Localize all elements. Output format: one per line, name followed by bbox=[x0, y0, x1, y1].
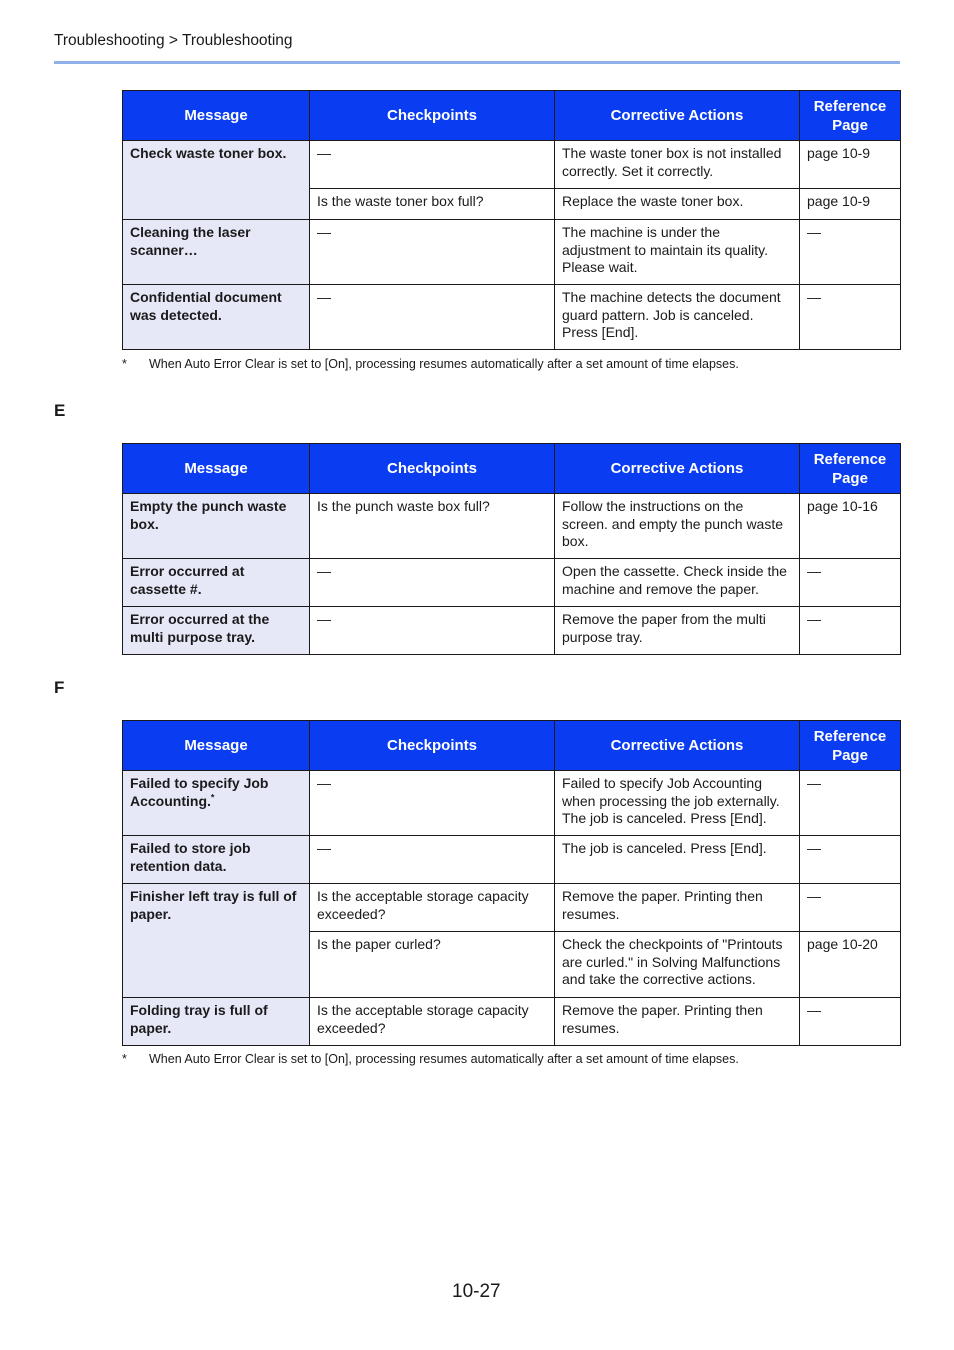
message-cell: Failed to specify Job Accounting.* bbox=[123, 771, 310, 836]
checkpoint-cell: Is the waste toner box full? bbox=[310, 189, 555, 220]
message-cell: Cleaning the laser scanner… bbox=[123, 220, 310, 285]
action-cell: Failed to specify Job Accounting when processing the job externally. The job is canceled. Press [End]. bbox=[555, 771, 800, 836]
header-corrective-actions: Corrective Actions bbox=[555, 721, 800, 771]
header-reference-page: Reference Page bbox=[800, 444, 901, 494]
header-message: Message bbox=[123, 91, 310, 141]
error-table-e bbox=[122, 443, 901, 655]
action-cell: The machine is under the adjustment to maintain its quality. Please wait. bbox=[555, 220, 800, 285]
table-header-row bbox=[123, 444, 901, 494]
reference-cell: — bbox=[800, 285, 901, 350]
reference-cell: — bbox=[800, 220, 901, 285]
message-cell: Finisher left tray is full of paper. bbox=[123, 884, 310, 998]
action-cell: Remove the paper. Printing then resumes. bbox=[555, 884, 800, 932]
action-cell: Remove the paper from the multi purpose tray. bbox=[555, 607, 800, 655]
checkpoint-cell: — bbox=[310, 220, 555, 285]
header-reference-page: Reference Page bbox=[800, 721, 901, 771]
header-checkpoints: Checkpoints bbox=[310, 721, 555, 771]
header-checkpoints: Checkpoints bbox=[310, 444, 555, 494]
message-cell: Error occurred at cassette #. bbox=[123, 559, 310, 607]
reference-cell: — bbox=[800, 998, 901, 1046]
section-letter-e: E bbox=[54, 401, 66, 420]
checkpoint-cell: — bbox=[310, 771, 555, 836]
checkpoint-cell: — bbox=[310, 559, 555, 607]
table-header-row bbox=[123, 91, 901, 141]
action-cell: Remove the paper. Printing then resumes. bbox=[555, 998, 800, 1046]
message-cell: Error occurred at the multi purpose tray. bbox=[123, 607, 310, 655]
message-cell: Confidential document was detected. bbox=[123, 285, 310, 350]
reference-cell: — bbox=[800, 559, 901, 607]
table-row bbox=[123, 494, 901, 559]
message-cell: Folding tray is full of paper. bbox=[123, 998, 310, 1046]
reference-cell: — bbox=[800, 836, 901, 884]
table-row bbox=[123, 771, 901, 836]
reference-cell: — bbox=[800, 884, 901, 932]
message-cell: Check waste toner box. bbox=[123, 141, 310, 220]
footnote: * When Auto Error Clear is set to [On], processing resumes automatically after a set amount of time elapses. bbox=[122, 357, 739, 371]
table-header-row bbox=[123, 721, 901, 771]
reference-cell: — bbox=[800, 771, 901, 836]
table-row bbox=[123, 220, 901, 285]
checkpoint-cell: Is the acceptable storage capacity exceeded? bbox=[310, 884, 555, 932]
header-message: Message bbox=[123, 721, 310, 771]
checkpoint-cell: — bbox=[310, 836, 555, 884]
table-row bbox=[123, 559, 901, 607]
footnote: * When Auto Error Clear is set to [On], processing resumes automatically after a set amount of time elapses. bbox=[122, 1052, 739, 1066]
table-row bbox=[123, 285, 901, 350]
checkpoint-cell: Is the paper curled? bbox=[310, 932, 555, 998]
table-row bbox=[123, 836, 901, 884]
reference-cell: page 10-20 bbox=[800, 932, 901, 998]
message-cell: Empty the punch waste box. bbox=[123, 494, 310, 559]
table-row bbox=[123, 141, 901, 189]
action-cell: Check the checkpoints of "Printouts are curled." in Solving Malfunctions and take the corrective actions. bbox=[555, 932, 800, 998]
reference-cell: — bbox=[800, 607, 901, 655]
header-corrective-actions: Corrective Actions bbox=[555, 444, 800, 494]
checkpoint-cell: — bbox=[310, 285, 555, 350]
footnote-marker: * bbox=[210, 791, 215, 802]
table-row bbox=[123, 998, 901, 1046]
checkpoint-cell: — bbox=[310, 141, 555, 189]
checkpoint-cell: Is the acceptable storage capacity exceeded? bbox=[310, 998, 555, 1046]
header-message: Message bbox=[123, 444, 310, 494]
breadcrumb: Troubleshooting > Troubleshooting bbox=[54, 32, 293, 49]
header-checkpoints: Checkpoints bbox=[310, 91, 555, 141]
header-rule bbox=[54, 61, 900, 64]
table-row bbox=[123, 884, 901, 932]
reference-cell: page 10-9 bbox=[800, 141, 901, 189]
error-table-top bbox=[122, 90, 901, 350]
reference-cell: page 10-16 bbox=[800, 494, 901, 559]
header-reference-page: Reference Page bbox=[800, 91, 901, 141]
table-row bbox=[123, 607, 901, 655]
page-number: 10-27 bbox=[452, 1281, 501, 1302]
error-table-f bbox=[122, 720, 901, 1046]
action-cell: Follow the instructions on the screen. and empty the punch waste box. bbox=[555, 494, 800, 559]
action-cell: Replace the waste toner box. bbox=[555, 189, 800, 220]
checkpoint-cell: — bbox=[310, 607, 555, 655]
action-cell: The waste toner box is not installed correctly. Set it correctly. bbox=[555, 141, 800, 189]
action-cell: The machine detects the document guard pattern. Job is canceled. Press [End]. bbox=[555, 285, 800, 350]
message-cell: Failed to store job retention data. bbox=[123, 836, 310, 884]
action-cell: Open the cassette. Check inside the machine and remove the paper. bbox=[555, 559, 800, 607]
section-letter-f: F bbox=[54, 678, 65, 697]
reference-cell: page 10-9 bbox=[800, 189, 901, 220]
checkpoint-cell: Is the punch waste box full? bbox=[310, 494, 555, 559]
header-corrective-actions: Corrective Actions bbox=[555, 91, 800, 141]
action-cell: The job is canceled. Press [End]. bbox=[555, 836, 800, 884]
